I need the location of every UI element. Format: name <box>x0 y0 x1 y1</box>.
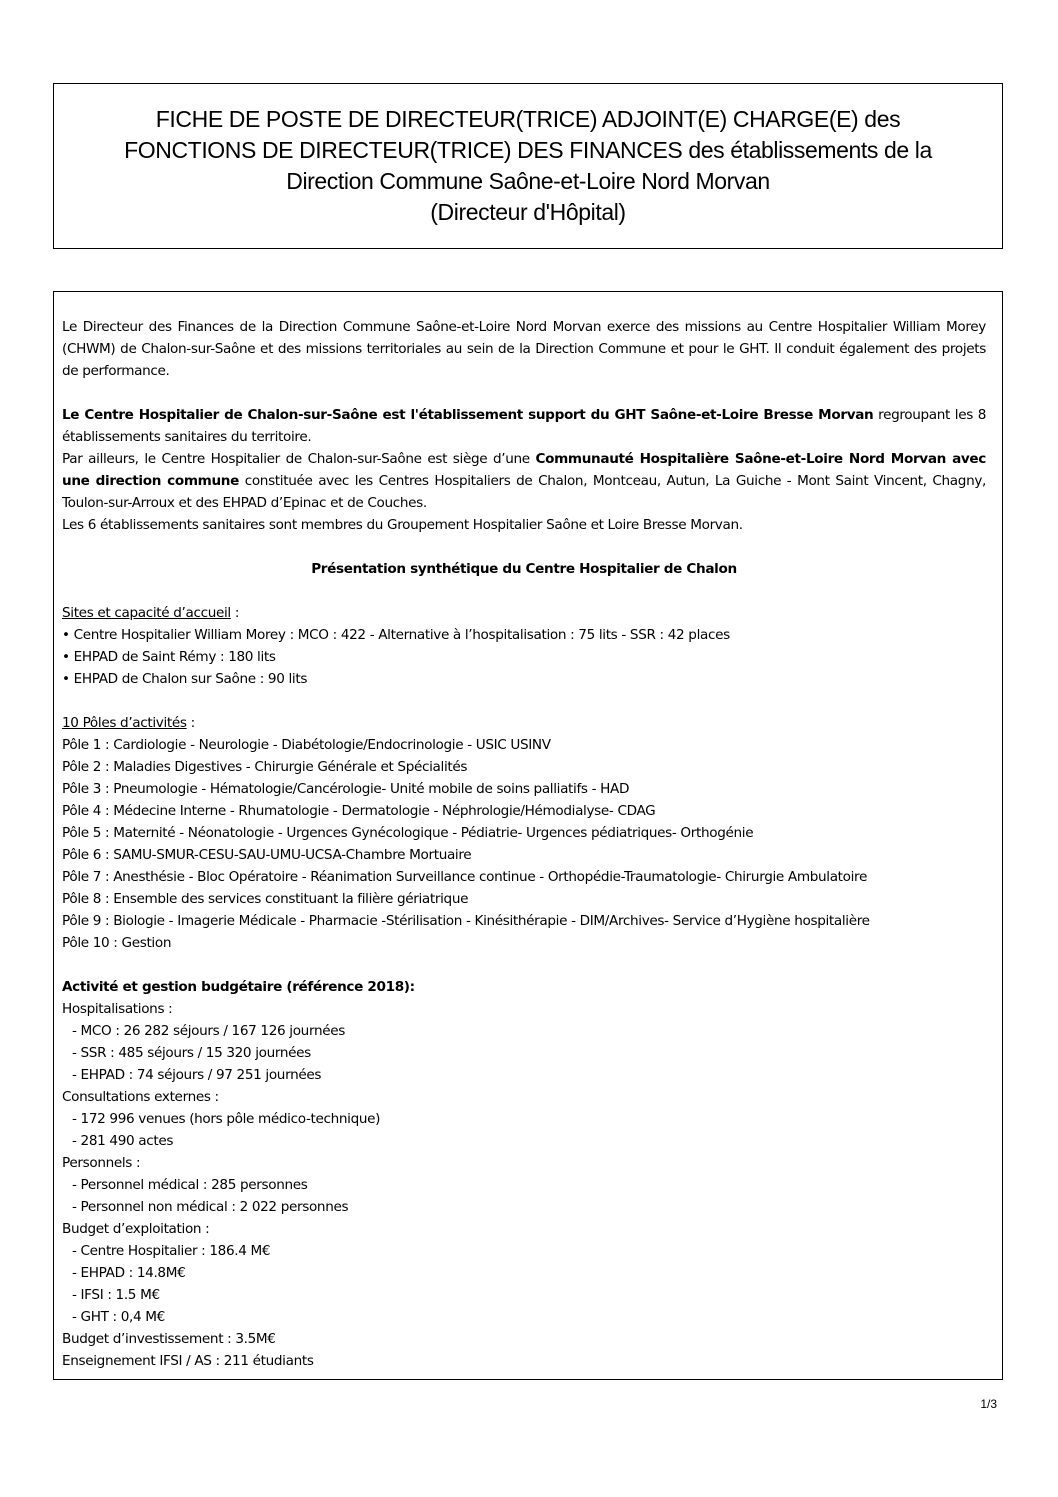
budget-item: - IFSI : 1.5 M€ <box>72 1287 160 1303</box>
teaching-line: Enseignement IFSI / AS : 211 étudiants <box>62 1353 314 1369</box>
title-line-2: FONCTIONS DE DIRECTEUR(TRICE) DES FINANCES des établissements de la <box>124 137 932 163</box>
consultation-item: - 281 490 actes <box>72 1133 174 1149</box>
pole-item: Pôle 4 : Médecine Interne - Rhumatologie - Dermatologie - Néphrologie/Hémodialyse- CDAG <box>62 803 656 819</box>
hospitalisation-item: - SSR : 485 séjours / 15 320 journées <box>72 1045 311 1061</box>
intro-p3-bold: Communauté Hospitalière Saône-et-Loire Nord Morvan avec une direction commune <box>62 451 986 489</box>
page-number: 1/3 <box>980 1397 997 1411</box>
presentation-heading: Présentation synthétique du Centre Hospitalier de Chalon <box>311 561 737 577</box>
personnel-item: - Personnel non médical : 2 022 personnes <box>72 1199 349 1215</box>
consultation-item: - 172 996 venues (hors pôle médico-technique) <box>72 1111 381 1127</box>
budget-item: - EHPAD : 14.8M€ <box>72 1265 186 1281</box>
pole-item: Pôle 1 : Cardiologie - Neurologie - Diabétologie/Endocrinologie - USIC USINV <box>62 737 551 753</box>
site-item: • EHPAD de Saint Rémy : 180 lits <box>62 649 276 665</box>
site-item: • Centre Hospitalier William Morey : MCO : 422 - Alternative à l’hospitalisation : 75 lits - SSR : 42 places <box>62 627 730 643</box>
budget-item: - GHT : 0,4 M€ <box>72 1309 165 1325</box>
activity-heading: Activité et gestion budgétaire (référence 2018): <box>62 979 415 995</box>
sites-heading-text: Sites et capacité d’accueil <box>62 605 231 621</box>
intro-p2-bold: Le Centre Hospitalier de Chalon-sur-Saône est l'établissement support du GHT Saône-et-Loire Bresse Morvan <box>62 407 874 423</box>
site-item: • EHPAD de Chalon sur Saône : 90 lits <box>62 671 308 687</box>
hospitalisations-label: Hospitalisations : <box>62 1001 173 1017</box>
pole-item: Pôle 9 : Biologie - Imagerie Médicale - Pharmacie -Stérilisation - Kinésithérapie - DIM/Archives- Service d’Hygiène hospitalière <box>62 913 870 929</box>
pole-item: Pôle 10 : Gestion <box>62 935 172 951</box>
intro-p2-rest: regroupant les 8 établissements sanitaires du territoire. <box>62 407 987 445</box>
sites-heading-suffix: : <box>230 605 240 621</box>
poles-heading-suffix: : <box>186 715 195 731</box>
intro-p3-rest: constituée avec les Centres Hospitaliers de Chalon, Montceau, Autun, La Guiche - Mont Saint Vincent, Chagny, Toulon-sur-Arroux et des EHPAD d’Epinac et de Couches. <box>62 473 986 511</box>
pole-item: Pôle 8 : Ensemble des services constituant la filière gériatrique <box>62 891 469 907</box>
intro-p3-start: Par ailleurs, le Centre Hospitalier de Chalon-sur-Saône est siège d’une <box>62 451 536 467</box>
investment-budget: Budget d’investissement : 3.5M€ <box>62 1331 276 1347</box>
intro-paragraph-4: Les 6 établissements sanitaires sont membres du Groupement Hospitalier Saône et Loire Bresse Morvan. <box>62 517 743 533</box>
sites-heading <box>62 602 986 624</box>
intro-paragraph-2 <box>62 404 986 448</box>
intro-paragraph-3 <box>62 448 986 514</box>
budget-item: - Centre Hospitalier : 186.4 M€ <box>72 1243 271 1259</box>
title-line-3: Direction Commune Saône-et-Loire Nord Morvan <box>286 168 770 194</box>
content-box <box>53 291 1003 1380</box>
personnel-item: - Personnel médical : 285 personnes <box>72 1177 308 1193</box>
title-line-4: (Directeur d'Hôpital) <box>430 199 626 225</box>
title-line-1: FICHE DE POSTE DE DIRECTEUR(TRICE) ADJOINT(E) CHARGE(E) des <box>155 106 901 132</box>
intro-paragraph-1: Le Directeur des Finances de la Direction Commune Saône-et-Loire Nord Morvan exerce des missions au Centre Hospitalier William Morey (CHWM) de Chalon-sur-Saône et des missions territoriales au sein de la Direction Commune et pour le GHT. Il conduit également des projets de performance. <box>62 319 986 379</box>
personnels-label: Personnels : <box>62 1155 141 1171</box>
hospitalisation-item: - MCO : 26 282 séjours / 167 126 journées <box>72 1023 345 1039</box>
pole-item: Pôle 7 : Anesthésie - Bloc Opératoire - Réanimation Surveillance continue - Orthopédie-Traumatologie- Chirurgie Ambulatoire <box>62 869 867 885</box>
poles-heading-text: 10 Pôles d’activités <box>62 715 187 731</box>
pole-item: Pôle 5 : Maternité - Néonatologie - Urgences Gynécologique - Pédiatrie- Urgences pédiatriques- Orthogénie <box>62 825 754 841</box>
hospitalisation-item: - EHPAD : 74 séjours / 97 251 journées <box>72 1067 322 1083</box>
consultations-label: Consultations externes : <box>62 1089 219 1105</box>
title-box <box>53 83 1003 249</box>
pole-item: Pôle 6 : SAMU-SMUR-CESU-SAU-UMU-UCSA-Chambre Mortuaire <box>62 847 472 863</box>
budget-label: Budget d’exploitation : <box>62 1221 210 1237</box>
pole-item: Pôle 3 : Pneumologie - Hématologie/Cancérologie- Unité mobile de soins palliatifs - HAD <box>62 781 630 797</box>
pole-item: Pôle 2 : Maladies Digestives - Chirurgie Générale et Spécialités <box>62 759 468 775</box>
poles-heading <box>62 712 986 734</box>
